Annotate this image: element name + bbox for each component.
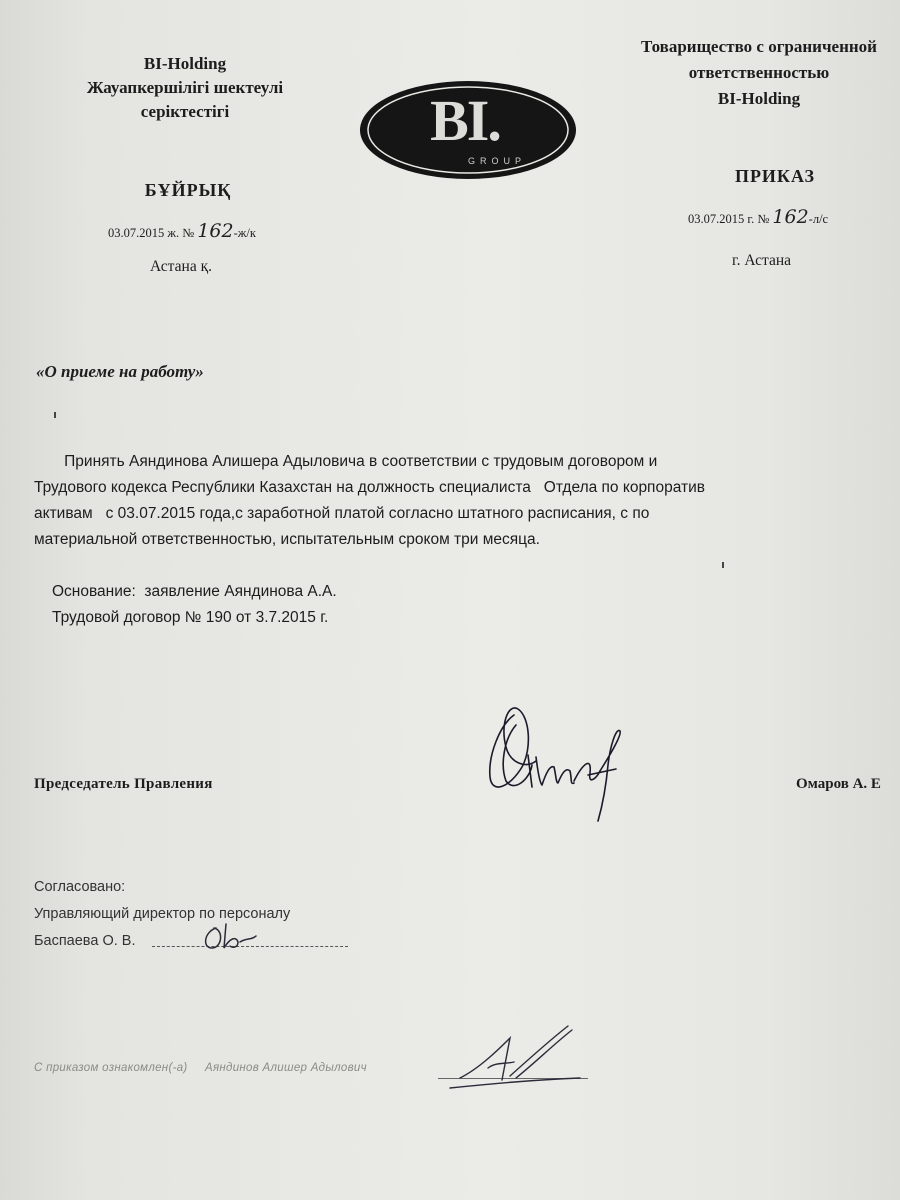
order-suffix-ru: -л/с (808, 212, 829, 226)
order-subject: «О приеме на работу» (36, 362, 204, 381)
chairman-signature (470, 695, 640, 825)
order-number-ru (688, 206, 828, 228)
order-suffix-kz: -ж/к (233, 226, 256, 240)
bi-group-logo (357, 78, 579, 182)
approval-name: Баспаева О. В. (34, 933, 136, 949)
city-kz: Астана қ. (150, 258, 212, 275)
header-left-company: BI-Holding (143, 54, 227, 73)
basis-block (52, 579, 337, 631)
header-left (60, 52, 310, 124)
approval-position: Управляющий директор по персоналу (34, 906, 291, 922)
scan-mark (722, 562, 724, 568)
order-number-kz (108, 220, 256, 242)
order-body (34, 449, 900, 553)
body-line-3: активам с 03.07.2015 года,с заработной платой согласно штатного расписания, с по (34, 505, 650, 522)
employee-signature (440, 1018, 590, 1098)
order-title-kz: БҰЙРЫҚ (144, 180, 232, 200)
body-line-1: Принять Аяндинова Алишера Адыловича в соответствии с трудовым договором и (34, 453, 658, 470)
signatory-position: Председатель Правления (34, 776, 213, 792)
acknowledgement-text: С приказом ознакомлен(-а) Аяндинов Алишер Адылович (34, 1062, 367, 1074)
body-line-2: Трудового кодекса Республики Казахстан на должность специалиста Отдела по корпоратив (34, 479, 705, 496)
header-left-line3: серіктестігі (140, 102, 230, 121)
body-line-4: материальной ответственностью, испытательным сроком три месяца. (34, 531, 540, 548)
svg-text:GROUP: GROUP (467, 156, 527, 166)
header-right (618, 34, 900, 112)
order-date-kz: 03.07.2015 ж. № (108, 226, 195, 240)
header-right-line2: ответственностью (688, 63, 830, 82)
header-right-company: BI-Holding (717, 89, 801, 108)
order-number-handwritten-ru: 162 (772, 206, 809, 228)
scan-mark (54, 412, 56, 418)
city-ru: г. Астана (732, 252, 792, 269)
approval-signature (196, 918, 266, 954)
header-left-line2: Жауапкершілігі шектеулі (86, 78, 284, 97)
svg-text:BI.: BI. (430, 88, 500, 153)
approval-label: Согласовано: (34, 879, 126, 895)
order-number-handwritten-kz: 162 (197, 220, 234, 242)
basis-line-2: Трудовой договор № 190 от 3.7.2015 г. (52, 609, 329, 626)
header-right-line1: Товарищество с ограниченной (641, 37, 877, 56)
order-title-ru: ПРИКАЗ (734, 166, 816, 186)
order-date-ru: 03.07.2015 г. № (688, 212, 770, 226)
basis-line-1: Основание: заявление Аяндинова А.А. (52, 583, 337, 600)
signatory-name: Омаров А. Е (796, 776, 881, 792)
